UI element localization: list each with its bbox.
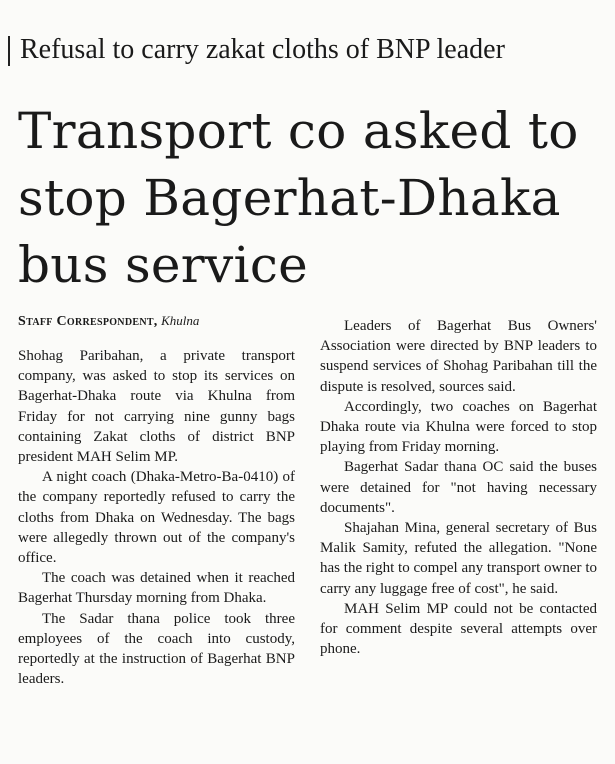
kicker-rule (8, 36, 10, 66)
paragraph: Accordingly, two coaches on Bagerhat Dhaka route via Khulna were forced to stop playing from Friday morning. (320, 398, 597, 456)
paragraph: The coach was detained when it reached Bagerhat Thursday morning from Dhaka. (18, 570, 295, 607)
paragraph: The Sadar thana police took three employees of the coach into custody, reportedly at the instruction of Bagerhat BNP leaders. (18, 610, 295, 688)
main-headline (18, 98, 608, 299)
paragraph: Bagerhat Sadar thana OC said the buses were detained for "not having necessary documents". (320, 459, 597, 516)
paragraph: MAH Selim MP could not be contacted for comment despite several attempts over phone. (320, 600, 597, 658)
paragraph: Leaders of Bagerhat Bus Owners' Association were directed by BNP leaders to suspend services of Shohag Paribahan till the dispute is resolved, sources said. (320, 318, 597, 395)
headline-line-1: Transport co asked to (18, 102, 579, 160)
paragraph: Shohag Paribahan, a private transport company, was asked to stop its services on Bagerhat-Dhaka route via Khulna from Friday for not carrying nine gunny bags containing Zakat cloths of district BNP president MAH Selim MP. (18, 348, 295, 466)
article-column-2 (320, 316, 597, 659)
paragraph: Shajahan Mina, general secretary of Bus Malik Samity, refuted the allegation. "None has the right to compel any transport owner to carry any luggage free of cost", he said. (320, 520, 597, 597)
headline-line-3: bus service (18, 236, 309, 294)
paragraph: A night coach (Dhaka-Metro-Ba-0410) of the company reportedly refused to carry the cloths from Dhaka on Wednesday. The bags were allegedly thrown out of the company's office. (18, 469, 295, 567)
article-column-1 (18, 346, 295, 689)
kicker-headline: Refusal to carry zakat cloths of BNP leader (20, 34, 505, 65)
byline (18, 312, 318, 331)
byline-author: Staff Correspondent, (18, 314, 158, 329)
headline-line-2: stop Bagerhat-Dhaka (18, 169, 561, 227)
byline-location: Khulna (161, 313, 200, 328)
